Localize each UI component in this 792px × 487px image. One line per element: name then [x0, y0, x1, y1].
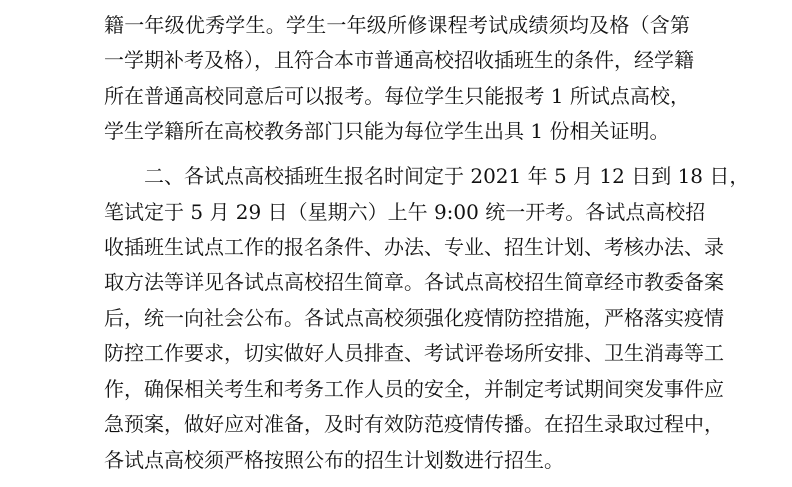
paragraph-line: 各试点高校须严格按照公布的招生计划数进行招生。 [104, 448, 564, 472]
paragraph-line: 笔试定于 5 月 29 日（星期六）上午 9:00 统一开考。各试点高校招 [104, 200, 706, 224]
paragraph-line: 二、各试点高校插班生报名时间定于 2021 年 5 月 12 日到 18 日， [144, 164, 750, 188]
paragraph-line: 所在普通高校同意后可以报考。每位学生只能报考 1 所试点高校， [104, 84, 690, 108]
paragraph-line: 取方法等详见各试点高校招生简章。各试点高校招生简章经市教委备案 [104, 270, 724, 294]
paragraph-line: 收插班生试点工作的报名条件、办法、专业、招生计划、考核办法、录 [104, 235, 724, 259]
paragraph-line: 籍一年级优秀学生。学生一年级所修课程考试成绩须均及格（含第 [104, 13, 690, 37]
paragraph-line: 作，确保相关考生和考务工作人员的安全，并制定考试期间突发事件应 [104, 377, 724, 401]
paragraph-line: 急预案，做好应对准备，及时有效防范疫情传播。在招生录取过程中， [104, 412, 724, 436]
paragraph-line: 防控工作要求，切实做好人员排查、考试评卷场所安排、卫生消毒等工 [104, 341, 724, 365]
paragraph-line: 后，统一向社会公布。各试点高校须强化疫情防控措施，严格落实疫情 [104, 306, 724, 330]
paragraph-line: 学生学籍所在高校教务部门只能为每位学生出具 1 份相关证明。 [104, 119, 670, 143]
paragraph-line: 一学期补考及格），且符合本市普通高校招收插班生的条件，经学籍 [104, 48, 694, 72]
